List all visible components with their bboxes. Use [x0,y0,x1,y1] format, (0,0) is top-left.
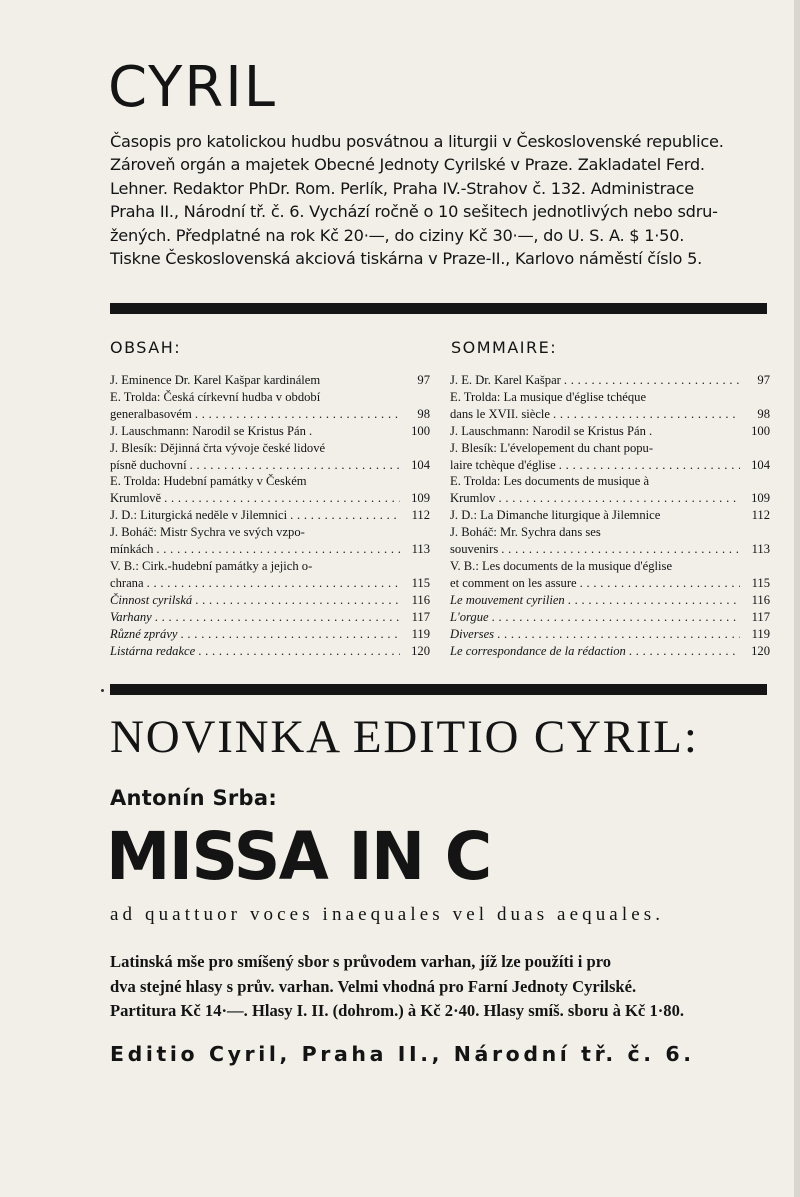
toc-entry-title: J. D.: La Dimanche liturgique à Jilemnice [450,508,661,523]
advert-description [110,950,772,1024]
toc-leader-dots [287,507,400,524]
toc-leader-dots [178,626,400,643]
toc-entry-title: E. Trolda: La musique d'église tchéque [450,389,647,404]
sommaire-heading: SOMMAIRE: [451,338,558,357]
toc-leader-dots [550,406,740,423]
intro-line: Praha II., Národní tř. č. 6. Vychází ročně o 10 sešitech jednotlivých nebo sdru- [110,202,718,222]
toc-entry [450,372,770,389]
toc-entry-title: L'orgue [450,609,489,624]
toc-entry [450,643,770,660]
toc-page-number: 116 [751,592,770,607]
toc-page-number: 112 [411,508,430,523]
toc-entry [450,507,770,524]
toc-entry [110,592,430,609]
toc-entry-title: J. Blesík: L'évelopement du chant popu- [450,440,654,455]
toc-page-number: 120 [751,643,770,658]
sommaire-contents-list [450,372,770,659]
toc-entry [110,473,430,507]
toc-entry [450,389,770,423]
toc-leader-dots [153,541,400,558]
advert-work-title: MISSA IN C [106,818,491,895]
toc-entry-title: Le mouvement cyrilien [450,592,565,607]
toc-leader-dots [161,490,400,507]
toc-leader-dots [626,643,740,660]
toc-page-number: 104 [411,457,430,472]
toc-entry-title: et comment on les assure [450,575,577,590]
toc-entry [110,372,430,389]
toc-entry-title: E. Trolda: Les documents de musique à [450,474,650,489]
toc-entry-title: laire tchèque d'église [450,457,556,472]
page-edge-shadow [794,0,800,1197]
toc-page-number: 117 [751,609,770,624]
toc-page-number: 119 [751,626,770,641]
toc-entry-title: Le correspondance de la rédaction [450,643,626,658]
toc-entry-title: Varhany [110,609,152,624]
toc-page-number: 97 [757,373,770,387]
toc-entry-title: Různé zprávy [110,626,178,641]
toc-page-number: 109 [751,491,770,506]
intro-line: Lehner. Redaktor PhDr. Rom. Perlík, Praha IV.-Strahov č. 132. Administrace [110,178,695,198]
toc-page-number: 117 [411,609,430,624]
intro-line: žených. Předplatné na rok Kč 20·—, do ciziny Kč 30·—, do U. S. A. $ 1·50. [110,225,685,245]
toc-entry [110,423,430,440]
divider-bar-bottom [110,684,767,695]
toc-entry [450,558,770,592]
toc-entry [110,626,430,643]
toc-entry-title: E. Trolda: Česká církevní hudba v období [110,389,321,404]
toc-leader-dots [489,609,740,626]
toc-page-number: 116 [411,592,430,607]
advert-publisher: Editio Cyril, Praha II., Národní tř. č. 6. [110,1042,695,1066]
toc-page-number: 98 [757,406,770,421]
advert-headline: NOVINKA EDITIO CYRIL: [110,711,699,763]
toc-entry-title: Listárna redakce [110,643,196,658]
toc-leader-dots [494,626,740,643]
toc-entry-title: J. Boháč: Mistr Sychra ve svých vzpo- [110,525,305,540]
toc-leader-dots [577,575,740,592]
toc-page-number: 98 [417,406,430,421]
toc-leader-dots [561,372,740,389]
toc-entry-title: Činnost cyrilská [110,592,193,607]
publication-info [110,130,770,270]
toc-leader-dots [565,592,740,609]
description-line: Latinská mše pro smíšený sbor s průvodem varhan, jíž lze použíti i pro [110,952,612,971]
toc-entry-title: J. Blesík: Dějinná črta vývoje české lidové [110,440,326,455]
toc-entry [110,524,430,558]
toc-page-number: 115 [411,575,430,590]
toc-page-number: 104 [751,457,770,472]
toc-entry-title: J. E. Dr. Karel Kašpar [450,373,561,387]
toc-entry [450,473,770,507]
toc-page-number: 100 [751,423,770,438]
toc-page-number: 109 [411,491,430,506]
masthead-title: CYRIL [108,55,277,120]
toc-leader-dots [152,609,400,626]
toc-page-number: 113 [411,542,430,557]
toc-entry [110,609,430,626]
toc-page-number: 119 [411,626,430,641]
toc-entry [450,524,770,558]
toc-leader-dots [192,592,400,609]
toc-entry-title: V. B.: Les documents de la musique d'église [450,558,673,573]
toc-entry-title: E. Trolda: Hudební památky v Českém [110,474,307,489]
toc-entry-title: souvenirs [450,542,499,557]
intro-line: Tiskne Československá akciová tiskárna v Praze-II., Karlovo náměstí číslo 5. [110,249,703,269]
toc-leader-dots [144,575,400,592]
toc-entry [110,558,430,592]
toc-entry-title: dans le XVII. siècle [450,406,551,421]
advert-composer: Antonín Srba: [110,786,278,810]
toc-page-number: 115 [751,575,770,590]
toc-leader-dots [498,541,740,558]
toc-leader-dots [192,406,400,423]
obsah-heading: OBSAH: [110,338,182,357]
description-line: dva stejné hlasy s prův. varhan. Velmi vhodná pro Farní Jednoty Cyrilské. [110,976,637,996]
toc-page-number: 112 [751,508,770,523]
toc-entry [110,507,430,524]
toc-entry-title: mínkách [110,542,154,557]
toc-page-number: 97 [417,373,430,387]
toc-entry-title: J. D.: Liturgická neděle v Jilemnici [110,508,288,523]
divider-bar-top [110,303,767,314]
intro-line: Časopis pro katolickou hudbu posvátnou a liturgii v Československé republice. [110,132,724,151]
toc-entry-title: Krumlově [110,491,162,506]
toc-entry [450,626,770,643]
advert-voices: ad quattuor voces inaequales vel duas aequales. [110,904,665,925]
toc-entry [450,592,770,609]
toc-entry-title: J. Lauschmann: Narodil se Kristus Pán . [450,423,653,438]
toc-entry [450,609,770,626]
toc-page-number: 100 [411,423,430,438]
toc-leader-dots [195,643,400,660]
toc-entry [110,643,430,660]
description-line: Partitura Kč 14·—. Hlasy I. II. (dohrom.) à Kč 2·40. Hlasy smíš. sboru à Kč 1·80. [110,1001,685,1020]
obsah-contents-list [110,372,430,659]
toc-entry [450,423,770,440]
toc-leader-dots [187,457,400,474]
toc-entry-title: J. Lauschmann: Narodil se Kristus Pán . [110,423,313,438]
stray-dot [101,689,104,692]
toc-entry-title: písně duchovní [110,457,187,472]
toc-entry [110,440,430,474]
toc-leader-dots [495,490,740,507]
toc-entry-title: chrana [110,575,144,590]
toc-entry-title: J. Boháč: Mr. Sychra dans ses [450,525,601,540]
toc-leader-dots [556,457,740,474]
toc-entry-title: Krumlov [450,491,496,506]
toc-entry-title: Diverses [450,626,495,641]
toc-entry-title: J. Eminence Dr. Karel Kašpar kardinálem [110,373,321,387]
toc-entry-title: V. B.: Cirk.-hudební památky a jejich o- [110,558,313,573]
toc-entry [450,440,770,474]
toc-page-number: 113 [751,542,770,557]
toc-page-number: 120 [411,643,430,658]
toc-entry-title: generalbasovém [110,406,192,421]
intro-line: Zároveň orgán a majetek Obecné Jednoty Cyrilské v Praze. Zakladatel Ferd. [110,155,705,175]
toc-entry [110,389,430,423]
